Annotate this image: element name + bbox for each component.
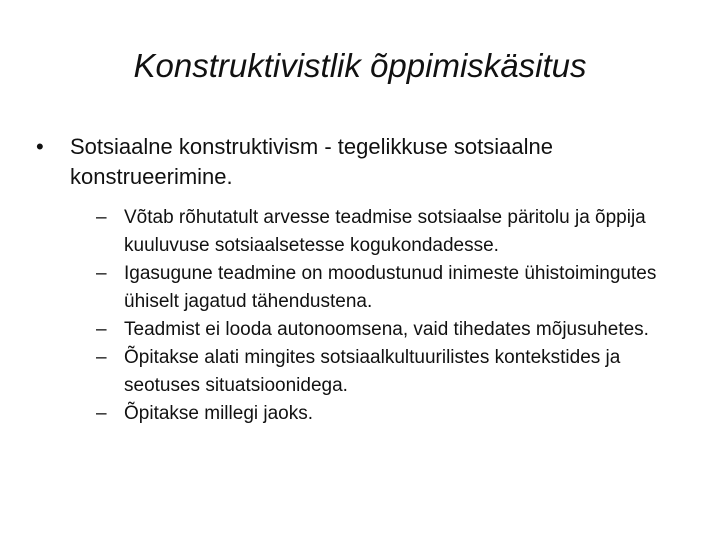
sub-bullet-item xyxy=(96,344,696,400)
dash-marker: – xyxy=(96,403,107,424)
sub-bullet-text: Õpitakse millegi jaoks. xyxy=(124,403,314,424)
sub-bullet-text: Võtab rõhutatult arvesse teadmise sotsiaalse päritolu ja õppija kuuluvuse sotsiaalsetesse kogukondadesse. xyxy=(124,207,646,256)
sub-bullet-text: Igasugune teadmine on moodustunud inimeste ühistoimingutes ühiselt jagatud tähendustena. xyxy=(124,263,657,312)
bullet-marker: • xyxy=(36,134,44,159)
dash-marker: – xyxy=(96,207,107,228)
sub-bullet-item xyxy=(96,204,696,260)
slide-title: Konstruktivistlik õppimiskäsitus xyxy=(133,47,587,84)
sub-bullet-text: Teadmist ei looda autonoomsena, vaid tihedates mõjusuhetes. xyxy=(124,319,649,340)
dash-marker: – xyxy=(96,319,107,340)
dash-marker: – xyxy=(96,347,107,368)
main-bullet xyxy=(36,132,696,192)
sub-bullet-item xyxy=(96,260,696,316)
dash-marker: – xyxy=(96,263,107,284)
main-bullet-text: Sotsiaalne konstruktivism - tegelikkuse sotsiaalne konstrueerimine. xyxy=(70,134,554,189)
sub-bullet-text: Õpitakse alati mingites sotsiaalkultuurilistes kontekstides ja seotuses situatsioonidega. xyxy=(124,347,621,396)
sub-bullet-item xyxy=(96,316,696,344)
sub-bullet-item xyxy=(96,400,696,428)
sub-bullet-list xyxy=(96,204,696,428)
